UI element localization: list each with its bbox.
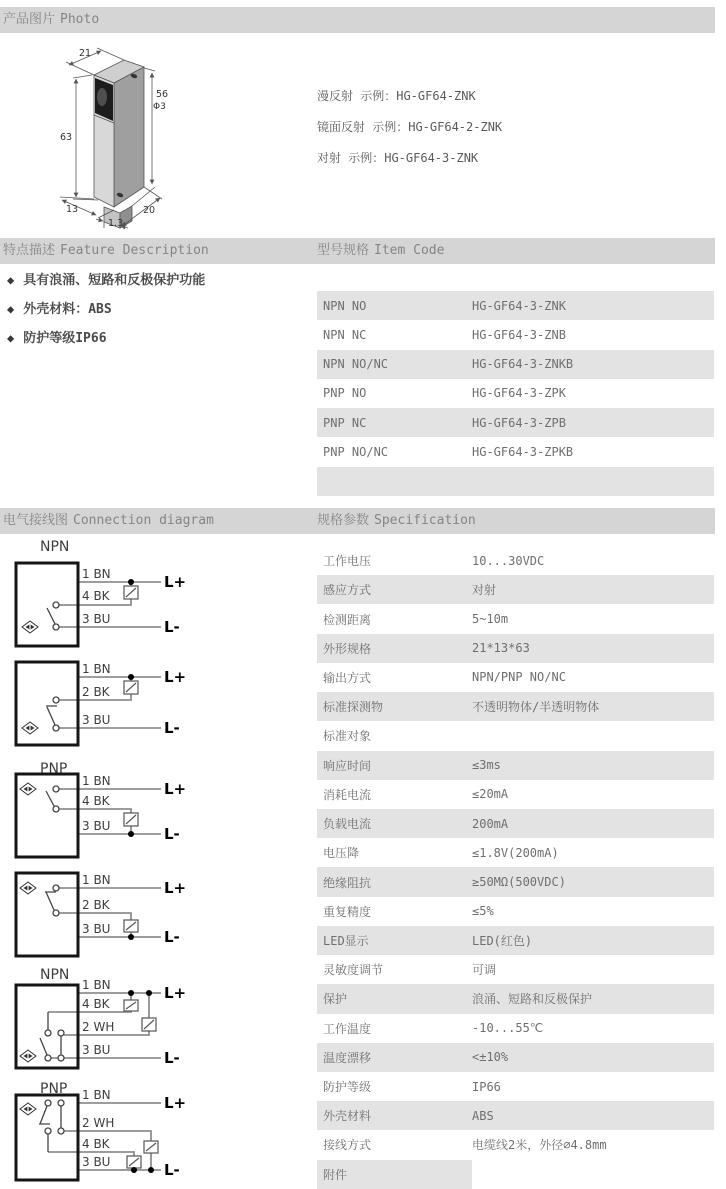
wiring-diagram-npn-nonc bbox=[6, 966, 206, 1072]
wire-label: 3 BU bbox=[82, 1043, 111, 1057]
diagram-type-label: NPN bbox=[40, 539, 70, 555]
example-code: HG-GF64-ZNK bbox=[396, 89, 476, 103]
spec-value-cell: <±10% bbox=[472, 1050, 509, 1065]
terminal-plus: L+ bbox=[164, 879, 187, 897]
wiring-diagram-pnp-nonc bbox=[6, 1082, 206, 1183]
wire-label: 3 BU bbox=[82, 922, 111, 936]
spec-value-cell: ABS bbox=[472, 1108, 494, 1123]
spec-header-en: Specification bbox=[374, 513, 476, 528]
diagram-type-label: PNP bbox=[40, 762, 68, 777]
switch-contact bbox=[47, 608, 55, 624]
terminal-plus: L+ bbox=[164, 1094, 187, 1112]
spec-name-cell: 标准对象 bbox=[323, 729, 372, 744]
photo-sensor-icon bbox=[20, 1050, 36, 1062]
spec-value-cell: 可调 bbox=[472, 963, 497, 978]
spec-value-cell: 浪涌、短路和反极保护 bbox=[472, 992, 593, 1007]
feature-header-en: Feature Description bbox=[60, 243, 209, 258]
spec-name-cell: 工作电压 bbox=[323, 554, 372, 569]
spec-value-cell: LED(红色) bbox=[472, 933, 533, 948]
itemcode-header-zh: 型号规格 bbox=[317, 243, 370, 258]
spec-name-cell: 灵敏度调节 bbox=[323, 963, 384, 978]
dim-hole-diameter: Φ3 bbox=[153, 102, 166, 112]
wire-bk bbox=[48, 1011, 131, 1012]
junction-dot bbox=[128, 990, 134, 996]
spec-row bbox=[317, 1072, 714, 1101]
junction-dot bbox=[128, 674, 134, 680]
spec-row bbox=[317, 984, 714, 1013]
photo-sensor-icon bbox=[22, 621, 38, 633]
diamond-bullet-icon: ◆ bbox=[7, 273, 15, 287]
sensor-box bbox=[16, 873, 78, 956]
diagram-type-label: PNP bbox=[40, 1082, 68, 1097]
wiring-diagram-pnp-nc bbox=[6, 866, 206, 962]
spec-name-cell: 标准探测物 bbox=[323, 700, 384, 715]
spec-row bbox=[317, 1130, 714, 1159]
dim-bottom-left: 13 bbox=[66, 204, 79, 215]
wiring-diagram-npn-no bbox=[6, 536, 206, 654]
spec-name-cell: 检测距离 bbox=[323, 612, 372, 627]
wire-label: 4 BK bbox=[82, 997, 110, 1011]
terminal-minus: L- bbox=[164, 719, 180, 737]
photo-sensor-icon bbox=[22, 722, 38, 734]
dim-top-width: 21 bbox=[79, 48, 92, 59]
spec-row bbox=[317, 809, 714, 838]
spec-value-cell: 不透明物体/半透明物体 bbox=[472, 700, 600, 715]
spec-name-cell: 电压降 bbox=[323, 846, 360, 861]
wire-label: 3 BU bbox=[82, 1155, 111, 1169]
sensor-right-face bbox=[114, 67, 144, 207]
spec-row bbox=[317, 1101, 714, 1130]
photo-sensor-icon bbox=[20, 783, 36, 795]
dim-bottom-right: 20 bbox=[143, 205, 156, 216]
wire-label: 4 BK bbox=[82, 589, 110, 603]
spec-name-cell: 消耗电流 bbox=[323, 787, 372, 802]
spec-name-cell: 感应方式 bbox=[323, 583, 372, 598]
spec-value-cell: NPN/PNP NO/NC bbox=[472, 670, 566, 685]
wire-label: 3 BU bbox=[82, 819, 111, 833]
connection-header-zh: 电气接线图 bbox=[3, 513, 69, 528]
spec-row bbox=[317, 926, 714, 955]
item-code-cell: HG-GF64-3-ZPK bbox=[472, 386, 566, 401]
junction-dot bbox=[128, 579, 134, 585]
spec-value-cell: 10...30VDC bbox=[472, 553, 545, 568]
terminal-plus: L+ bbox=[164, 780, 187, 798]
dim-cable-width: 1.3 bbox=[108, 218, 124, 229]
spec-row bbox=[317, 721, 714, 750]
photo-header-zh: 产品图片 bbox=[3, 12, 56, 27]
spec-value-cell: IP66 bbox=[472, 1079, 501, 1094]
spec-name-cell: 响应时间 bbox=[323, 758, 372, 773]
section-header-feature-itemcode bbox=[0, 238, 715, 264]
spec-value-cell: -10...55℃ bbox=[472, 1021, 544, 1036]
switch-contact bbox=[40, 1038, 47, 1055]
terminal-minus: L- bbox=[164, 1049, 180, 1067]
spec-name-cell: 外形规格 bbox=[323, 641, 372, 656]
wire-bk bbox=[59, 913, 131, 920]
wiring-diagram-pnp-no bbox=[6, 762, 206, 862]
itemcode-header-en: Item Code bbox=[374, 243, 445, 258]
item-code-row bbox=[317, 350, 714, 379]
terminal-minus: L- bbox=[164, 825, 180, 843]
output-type-cell: NPN NO/NC bbox=[323, 357, 389, 372]
spec-name-cell: 输出方式 bbox=[323, 670, 372, 685]
spec-row bbox=[317, 1160, 714, 1189]
item-code-row bbox=[317, 408, 714, 437]
switch-contact bbox=[46, 791, 54, 806]
output-type-cell: PNP NO bbox=[323, 386, 367, 401]
spec-header bbox=[317, 508, 476, 534]
spec-row bbox=[317, 604, 714, 633]
wire-label: 3 BU bbox=[82, 612, 111, 626]
wire-label: 1 BN bbox=[82, 1088, 111, 1102]
spec-name-cell: 防护等级 bbox=[323, 1080, 372, 1095]
feature-text: 防护等级IP66 bbox=[23, 331, 107, 346]
item-code-table bbox=[317, 291, 714, 496]
wire-label: 1 BN bbox=[82, 873, 111, 887]
example-retroreflective bbox=[317, 121, 502, 133]
diamond-bullet-icon: ◆ bbox=[7, 331, 15, 345]
spec-name-cell: LED显示 bbox=[323, 933, 369, 948]
terminal-plus: L+ bbox=[164, 668, 187, 686]
example-label: 漫反射 示例： bbox=[317, 89, 397, 103]
sensor-box bbox=[16, 662, 78, 745]
output-type-cell: PNP NO/NC bbox=[323, 444, 389, 459]
spec-name-cell: 温度漂移 bbox=[323, 1050, 372, 1065]
switch-contact-nc bbox=[39, 1106, 50, 1124]
spec-value-cell: ≤1.8V(200mA) bbox=[472, 845, 559, 860]
spec-name-cell: 保护 bbox=[323, 992, 348, 1007]
spec-row bbox=[317, 867, 714, 896]
switch-contact-nc bbox=[46, 706, 57, 725]
section-header-connection-spec bbox=[0, 508, 715, 534]
sensor-box bbox=[16, 774, 78, 857]
spec-row bbox=[317, 634, 714, 663]
spec-row bbox=[317, 1014, 714, 1043]
terminal-minus: L- bbox=[164, 618, 180, 636]
feature-item bbox=[7, 272, 205, 288]
spec-row bbox=[317, 897, 714, 926]
spec-value-cell: 200mA bbox=[472, 816, 509, 831]
feature-text: 外壳材料：ABS bbox=[23, 302, 112, 317]
spec-value-cell: 电缆线2米，外径∅4.8mm bbox=[472, 1138, 607, 1153]
spec-row bbox=[317, 751, 714, 780]
item-code-row bbox=[317, 320, 714, 349]
junction-dot bbox=[128, 934, 134, 940]
model-examples bbox=[317, 90, 502, 183]
wire-label: 4 BK bbox=[82, 794, 110, 808]
photo-sensor-icon bbox=[20, 1103, 36, 1115]
wire-label: 4 BK bbox=[82, 1137, 110, 1151]
wire-bk bbox=[59, 809, 131, 813]
item-code-cell: HG-GF64-3-ZNK bbox=[472, 298, 566, 313]
example-label: 镜面反射 示例： bbox=[317, 120, 409, 134]
spec-row bbox=[317, 692, 714, 721]
itemcode-header bbox=[317, 238, 444, 264]
spec-row bbox=[317, 575, 714, 604]
wire-label: 2 WH bbox=[82, 1116, 115, 1130]
junction-dot bbox=[128, 831, 134, 837]
photo-header-en: Photo bbox=[60, 12, 100, 27]
terminal-plus: L+ bbox=[164, 984, 187, 1002]
spec-row bbox=[317, 546, 714, 575]
feature-text: 具有浪涌、短路和反极保护功能 bbox=[23, 273, 206, 288]
feature-item bbox=[7, 301, 205, 317]
output-type-cell: PNP NC bbox=[323, 415, 367, 430]
spec-value-cell: ≤5% bbox=[472, 904, 494, 919]
diamond-bullet-icon: ◆ bbox=[7, 302, 15, 316]
spec-row bbox=[317, 838, 714, 867]
feature-header-zh: 特点描述 bbox=[3, 243, 56, 258]
feature-item bbox=[7, 330, 205, 346]
item-code-row bbox=[317, 467, 714, 496]
spec-value-cell: 21*13*63 bbox=[472, 641, 530, 656]
spec-name-cell: 附件 bbox=[317, 1160, 472, 1189]
dim-left-height: 63 bbox=[60, 132, 73, 143]
spec-header-zh: 规格参数 bbox=[317, 513, 370, 528]
example-label: 对射 示例： bbox=[317, 151, 385, 165]
spec-value-cell: 对射 bbox=[472, 583, 497, 598]
spec-row bbox=[317, 955, 714, 984]
spec-table bbox=[317, 546, 714, 1189]
spec-row bbox=[317, 1043, 714, 1072]
terminal-minus: L- bbox=[164, 928, 180, 946]
item-code-row bbox=[317, 379, 714, 408]
terminal-plus: L+ bbox=[164, 573, 187, 591]
connection-header-en: Connection diagram bbox=[73, 513, 214, 528]
spec-row bbox=[317, 780, 714, 809]
section-header-photo bbox=[0, 7, 715, 33]
item-code-row bbox=[317, 291, 714, 320]
example-code: HG-GF64-2-ZNK bbox=[408, 120, 503, 134]
wire-label: 1 BN bbox=[82, 774, 111, 788]
wire-label: 3 BU bbox=[82, 713, 111, 727]
lens-highlight bbox=[97, 88, 107, 106]
spec-value-cell: 5~10m bbox=[472, 612, 509, 627]
wiring-diagram-npn-nc bbox=[6, 655, 206, 751]
output-type-cell: NPN NC bbox=[323, 327, 367, 342]
spec-name-cell: 绝缘阻抗 bbox=[323, 875, 372, 890]
spec-value-cell: ≤3ms bbox=[472, 758, 501, 773]
spec-name-cell: 接线方式 bbox=[323, 1138, 372, 1153]
item-code-cell: HG-GF64-3-ZPB bbox=[472, 415, 566, 430]
spec-name-cell: 重复精度 bbox=[323, 904, 372, 919]
diagram-type-label: NPN bbox=[40, 967, 70, 983]
item-code-cell: HG-GF64-3-ZNKB bbox=[472, 357, 574, 372]
item-code-cell: HG-GF64-3-ZNB bbox=[472, 327, 566, 342]
wire-label: 2 WH bbox=[82, 1020, 115, 1034]
wire-label: 2 BK bbox=[82, 898, 110, 912]
junction-dot bbox=[131, 1167, 137, 1173]
junction-dot bbox=[146, 990, 152, 996]
spec-name-cell: 负载电流 bbox=[323, 817, 372, 832]
wire-label: 1 BN bbox=[82, 567, 111, 581]
spec-name-cell: 工作温度 bbox=[323, 1021, 372, 1036]
wire-label: 1 BN bbox=[82, 978, 111, 992]
output-type-cell: NPN NO bbox=[323, 298, 367, 313]
example-throughbeam bbox=[317, 152, 502, 164]
feature-list bbox=[7, 272, 205, 359]
example-diffuse bbox=[317, 90, 502, 102]
spec-value-cell: ≥50MΩ(500VDC) bbox=[472, 875, 566, 890]
junction-dot bbox=[148, 1167, 154, 1173]
dim-right-height: 56 bbox=[156, 89, 169, 100]
spec-row bbox=[317, 663, 714, 692]
wire-label: 1 BN bbox=[82, 662, 111, 676]
terminal-minus: L- bbox=[164, 1161, 180, 1179]
switch-contact-nc bbox=[45, 892, 56, 910]
example-code: HG-GF64-3-ZNK bbox=[384, 151, 479, 165]
spec-value-cell: ≤20mA bbox=[472, 787, 509, 802]
wire-label: 2 BK bbox=[82, 685, 110, 699]
item-code-row bbox=[317, 437, 714, 466]
item-code-cell: HG-GF64-3-ZPKB bbox=[472, 444, 574, 459]
product-dimension-drawing bbox=[40, 45, 240, 230]
photo-sensor-icon bbox=[20, 882, 36, 894]
spec-name-cell: 外壳材料 bbox=[323, 1109, 372, 1124]
